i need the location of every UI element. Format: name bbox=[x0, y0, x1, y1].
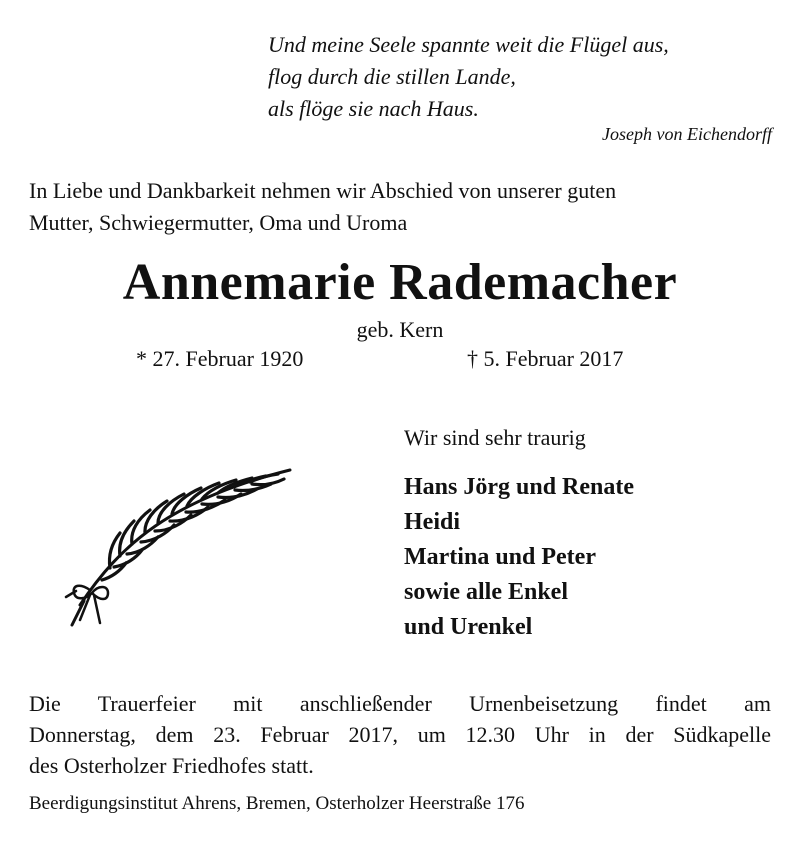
mourner-name: sowie alle Enkel bbox=[404, 579, 569, 605]
service-line: Donnerstag, dem 23. Februar 2017, um 12.30 Uhr in der Südkapelle bbox=[29, 722, 771, 747]
intro-line: Mutter, Schwiegermutter, Oma und Uroma bbox=[29, 210, 408, 235]
undertaker-info: Beerdigungsinstitut Ahrens, Bremen, Osterholzer Heerstraße 176 bbox=[29, 793, 525, 814]
maiden-name: geb. Kern bbox=[356, 317, 444, 342]
palm-frond-icon bbox=[50, 455, 300, 635]
poem-author: Joseph von Eichendorff bbox=[602, 124, 772, 144]
service-line: des Osterholzer Friedhofes statt. bbox=[29, 753, 314, 778]
mourners-intro: Wir sind sehr traurig bbox=[404, 425, 586, 450]
mourner-name: Martina und Peter bbox=[404, 544, 596, 570]
service-line: Die Trauerfeier mit anschließender Urnenbeisetzung findet am bbox=[29, 691, 771, 716]
poem-line: als flöge sie nach Haus. bbox=[268, 96, 479, 121]
mourner-name: Hans Jörg und Renate bbox=[404, 474, 635, 500]
mourner-name: und Urenkel bbox=[404, 614, 533, 640]
poem-line: flog durch die stillen Lande, bbox=[268, 64, 516, 89]
birth-date: * 27. Februar 1920 bbox=[136, 346, 304, 371]
mourner-name: Heidi bbox=[404, 509, 461, 535]
service-details bbox=[29, 688, 771, 781]
poem-line: Und meine Seele spannte weit die Flügel aus, bbox=[268, 32, 669, 57]
intro-line: In Liebe und Dankbarkeit nehmen wir Abschied von unserer guten bbox=[29, 178, 617, 203]
death-date: † 5. Februar 2017 bbox=[467, 346, 624, 371]
deceased-name: Annemarie Rademacher bbox=[122, 254, 678, 311]
mourners-list bbox=[404, 470, 634, 645]
intro-text bbox=[29, 175, 774, 239]
